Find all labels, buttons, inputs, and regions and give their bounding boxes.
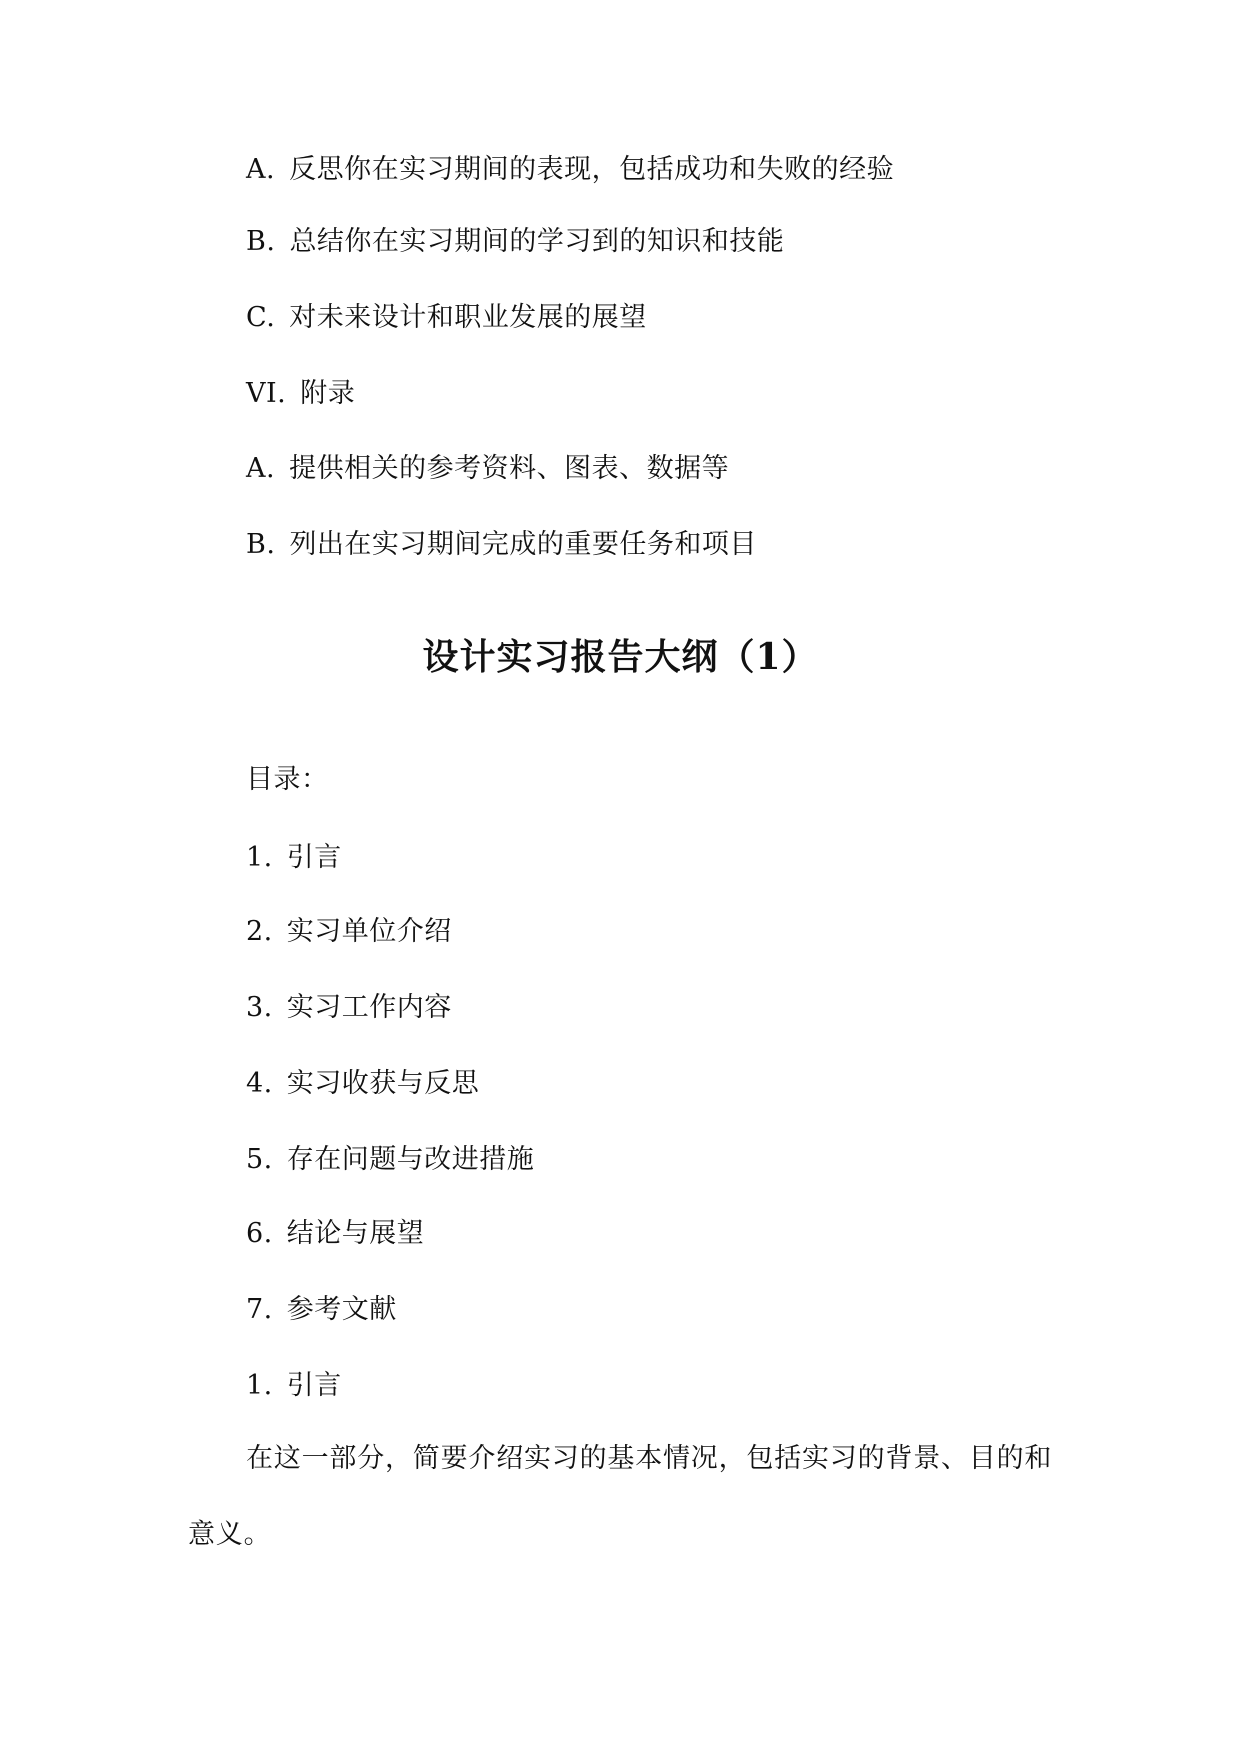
toc-item-label: 7. <box>246 1294 273 1325</box>
list-item <box>246 150 894 190</box>
toc-item-text: 实习收获与反思 <box>286 1068 480 1099</box>
list-item-text: 总结你在实习期间的学习到的知识和技能 <box>289 226 785 257</box>
toc-item <box>246 1140 534 1180</box>
toc-item <box>246 1064 479 1104</box>
appendix-text: 附录 <box>300 378 356 409</box>
list-item <box>246 449 729 489</box>
list-item-label: B. <box>246 529 276 560</box>
list-item-label: B. <box>246 226 276 257</box>
toc-item-label: 5. <box>246 1144 273 1175</box>
toc-item-label: 3. <box>246 992 273 1023</box>
list-item-text: 提供相关的参考资料、图表、数据等 <box>289 453 730 484</box>
toc-item-text: 引言 <box>286 842 342 873</box>
intro-paragraph: 在这一部分，简要介绍实习的基本情况，包括实习的背景、目的和意义。 <box>188 1443 1053 1550</box>
toc-item <box>246 1214 424 1254</box>
toc-item-label: 2. <box>246 916 273 947</box>
toc-item <box>246 912 452 952</box>
list-item <box>246 222 784 262</box>
list-item-label: A. <box>246 453 276 484</box>
toc-item-text: 参考文献 <box>286 1294 397 1325</box>
list-item <box>246 298 647 338</box>
toc-item <box>246 988 452 1028</box>
toc-item-label: 1. <box>246 842 273 873</box>
list-item-text: 对未来设计和职业发展的展望 <box>289 302 647 333</box>
list-item-text: 列出在实习期间完成的重要任务和项目 <box>289 529 757 560</box>
toc-item-label: 6. <box>246 1218 273 1249</box>
toc-item-label: 4. <box>246 1068 273 1099</box>
list-item-label: A. <box>246 154 276 185</box>
toc-item-text: 实习单位介绍 <box>286 916 452 947</box>
list-item <box>246 525 757 565</box>
appendix-label: VI. <box>246 378 287 409</box>
list-item-label: C. <box>246 302 276 333</box>
toc-item-text: 存在问题与改进措施 <box>286 1144 535 1175</box>
toc-item-text: 结论与展望 <box>286 1218 425 1249</box>
section-heading-text: 引言 <box>286 1370 342 1401</box>
toc-item-text: 实习工作内容 <box>286 992 452 1023</box>
toc-item <box>246 1290 397 1330</box>
section-heading-label: 1. <box>246 1370 273 1401</box>
document-title: 设计实习报告大纲（1） <box>422 636 819 678</box>
toc-item <box>246 838 342 878</box>
list-item-text: 反思你在实习期间的表现，包括成功和失败的经验 <box>289 154 895 185</box>
appendix-heading <box>246 374 355 414</box>
toc-heading: 目录： <box>246 764 329 795</box>
section-heading <box>246 1366 342 1406</box>
